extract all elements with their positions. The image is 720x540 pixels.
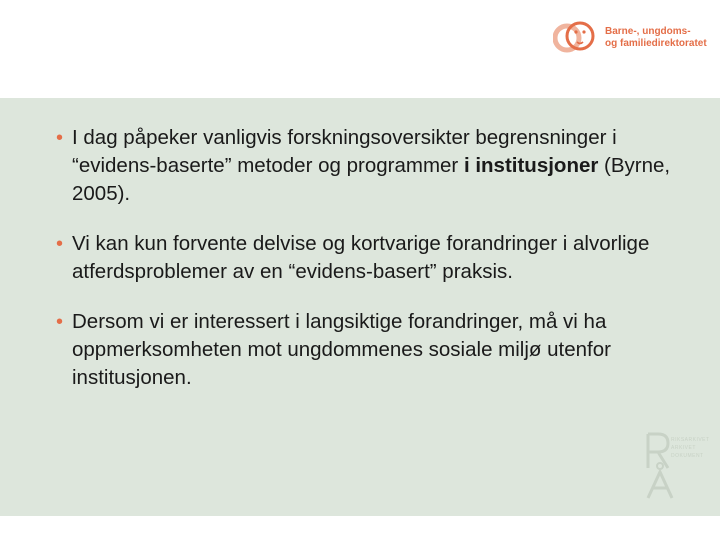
ring-face-icon (553, 18, 601, 58)
watermark-text (671, 436, 710, 460)
bullet-list (56, 124, 696, 414)
logo-line-2: og familiedirektoratet (605, 38, 707, 49)
bullet-item-1 (56, 124, 696, 208)
bullet-dot: • (56, 311, 64, 333)
watermark-line: RIKSARKIVET (671, 437, 710, 443)
bullet-text-end: (Byrne, 2005). (72, 154, 671, 205)
logo-line-1: Barne-, ungdoms- (605, 26, 691, 37)
bullet-item-3 (56, 308, 696, 392)
watermark-line: ARKIVET (671, 445, 696, 451)
bufdir-logo (553, 16, 713, 60)
bullet-text: Vi kan kun forvente delvise og kortvarige forandringer i alvorlige atferdsproblemer av en “evidens-basert” praksis. (72, 232, 650, 283)
logo-wordmark (605, 26, 707, 50)
watermark-line: DOKUMENT (671, 453, 704, 459)
bullet-item-2 (56, 230, 696, 286)
slide-header (0, 0, 720, 98)
bullet-text: I dag påpeker vanligvis forskningsoversikter begrensninger i “evidens-baserte” metoder og programmer (72, 126, 617, 177)
bullet-text: Dersom vi er interessert i langsiktige forandringer, må vi ha oppmerksomheten mot ungdommenes sosiale miljø utenfor institusjonen. (72, 310, 611, 389)
bullet-dot: • (56, 127, 64, 149)
bullet-bold-text: i institusjoner (463, 154, 599, 177)
bullet-dot: • (56, 233, 64, 255)
